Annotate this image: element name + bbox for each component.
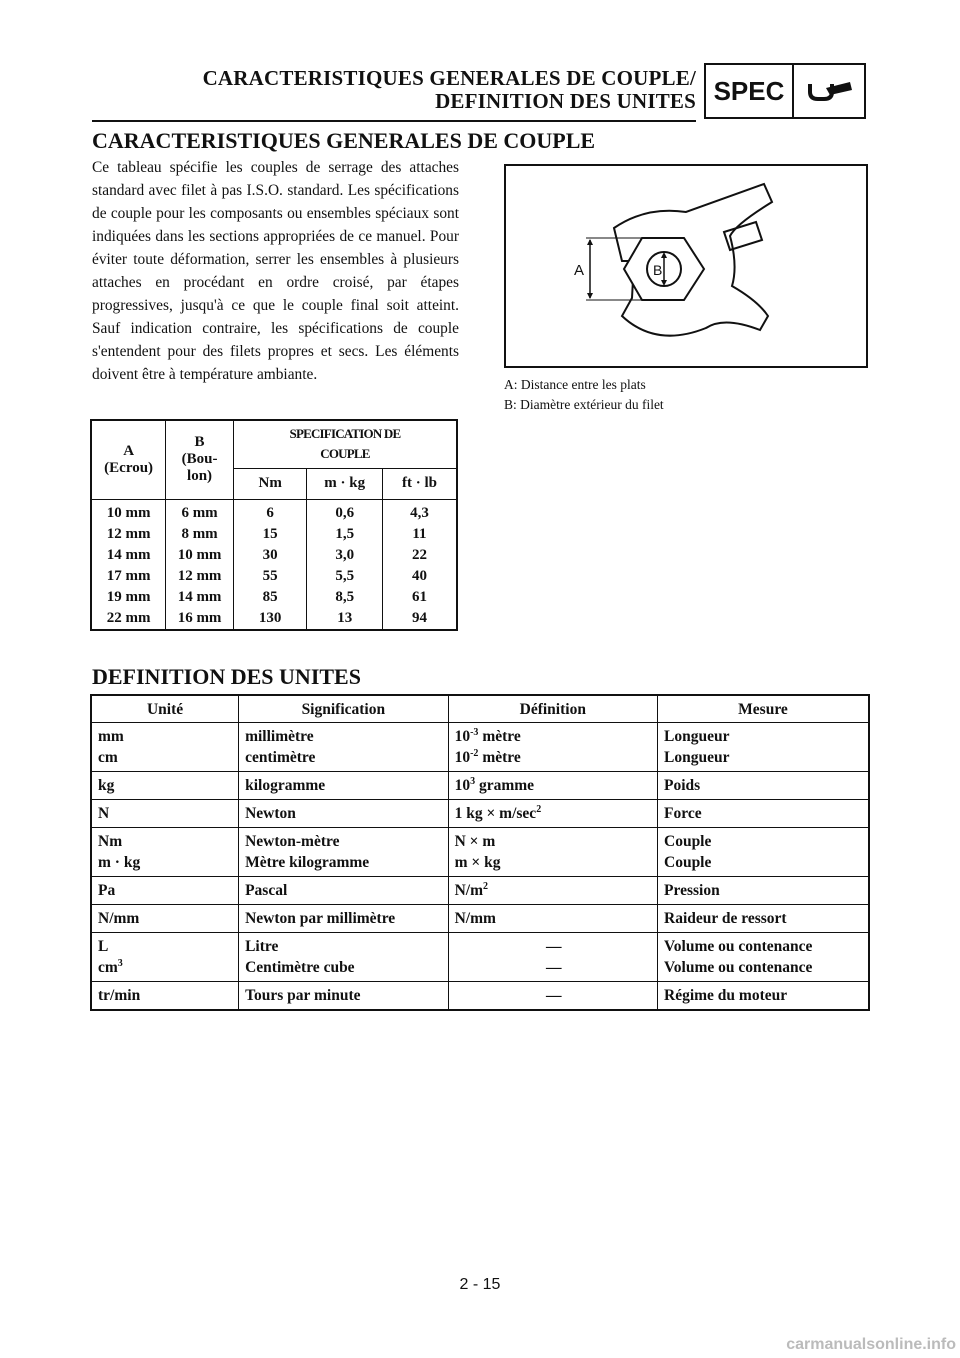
measure-cell: Longueur Longueur (658, 723, 870, 772)
units-header-meaning: Signification (239, 695, 449, 723)
measure-cell: Régime du moteur (658, 982, 870, 1011)
torque-table (90, 419, 458, 631)
units-row (91, 828, 869, 877)
definition-cell: — — (448, 933, 657, 982)
unit-cell: L $cm^3$ (91, 933, 239, 982)
col-a-header: A (Ecrou) (91, 420, 166, 499)
torque-heading: CARACTERISTIQUES GENERALES DE COUPLE (92, 128, 596, 153)
definition-cell: N × m m × kg (448, 828, 657, 877)
nut-sizes: 10 mm 12 mm 14 mm 17 mm 19 mm 22 mm (91, 499, 166, 630)
meaning-cell: Tours par minute (239, 982, 449, 1011)
footer-watermark: carmanualsonline.info (786, 1336, 956, 1353)
meaning-cell: Litre Centimètre cube (239, 933, 449, 982)
measure-cell: Raideur de ressort (658, 905, 870, 933)
torque-intro: Ce tableau spécifie les couples de serrage des attaches standard avec filet à pas I.S.O. standard. Les spécifications de couple pour les composants ou ensembles spéciaux sont indiquées dans les sections appropriées de ce manuel. Pour éviter toute déformation, serrer les ensembles à plusieurs attaches en procédant en ordre croisé, par étapes progressives, jusqu'à ce que le couple final soit atteint. Sauf indication contraire, les spécifications de couple s'entendent pour des filets propres et secs. Les éléments doivent être à température ambiante. (92, 159, 459, 383)
bolt-sizes: 6 mm 8 mm 10 mm 12 mm 14 mm 16 mm (166, 499, 234, 630)
units-row (91, 800, 869, 828)
col-b-header: B (Bou- lon) (166, 420, 234, 499)
measure-cell: Poids (658, 772, 870, 800)
units-header-measure: Mesure (658, 695, 870, 723)
torque-ftlb: 4,3 11 22 40 61 94 (382, 499, 457, 630)
wrench-icon (794, 65, 864, 117)
units-table (90, 694, 870, 1011)
unit-nm-header: Nm (233, 468, 307, 499)
definition-cell: N/mm (448, 905, 657, 933)
units-row (91, 933, 869, 982)
unit-cell: tr/min (91, 982, 239, 1011)
unit-cell: N (91, 800, 239, 828)
header-rule (92, 120, 696, 122)
caption-b: B: Diamètre extérieur du filet (504, 397, 664, 412)
units-row (91, 982, 869, 1011)
units-header-definition: Définition (448, 695, 657, 723)
units-heading: DEFINITION DES UNITES (92, 664, 361, 689)
unit-mkg-header: m · kg (307, 468, 383, 499)
meaning-cell: Pascal (239, 877, 449, 905)
meaning-cell: Newton-mètre Mètre kilogramme (239, 828, 449, 877)
units-row (91, 772, 869, 800)
meaning-cell: kilogramme (239, 772, 449, 800)
units-header-unit: Unité (91, 695, 239, 723)
meaning-cell: Newton par millimètre (239, 905, 449, 933)
figure-label-a: A (574, 262, 585, 279)
units-row (91, 877, 869, 905)
torque-nm: 6 15 30 55 85 130 (233, 499, 307, 630)
header-title-line2: DEFINITION DES UNITES (435, 89, 696, 113)
torque-mkg: 0,6 1,5 3,0 5,5 8,5 13 (307, 499, 383, 630)
units-row (91, 905, 869, 933)
spec-header: SPECIFICATION DE COUPLE (233, 420, 457, 468)
measure-cell: Volume ou contenance Volume ou contenance (658, 933, 870, 982)
definition-cell: 1 kg × $m/\sec^2$ (448, 800, 657, 828)
measure-cell: Pression (658, 877, 870, 905)
spec-label: SPEC (706, 65, 794, 117)
caption-a: A: Distance entre les plats (504, 377, 646, 392)
unit-cell: mm cm (91, 723, 239, 772)
unit-ftlb-header: ft · lb (382, 468, 457, 499)
figure-label-b: B (653, 262, 663, 278)
wrench-figure (504, 164, 868, 368)
unit-cell: Pa (91, 877, 239, 905)
spec-badge (704, 63, 866, 119)
header-title-line1: CARACTERISTIQUES GENERALES DE COUPLE/ (202, 66, 696, 90)
measure-cell: Force (658, 800, 870, 828)
figure-caption (504, 375, 664, 415)
unit-cell: N/mm (91, 905, 239, 933)
definition-cell: $N/m^2$ (448, 877, 657, 905)
meaning-cell: Newton (239, 800, 449, 828)
unit-cell: Nm m · kg (91, 828, 239, 877)
measure-cell: Couple Couple (658, 828, 870, 877)
unit-cell: kg (91, 772, 239, 800)
definition-cell: — (448, 982, 657, 1011)
definition-cell: $10^3$ gramme (448, 772, 657, 800)
definition-cell: $10^{-3}$ mètre $10^{-2}$ mètre (448, 723, 657, 772)
page-number: 2 - 15 (459, 1276, 501, 1293)
units-row (91, 723, 869, 772)
meaning-cell: millimètre centimètre (239, 723, 449, 772)
